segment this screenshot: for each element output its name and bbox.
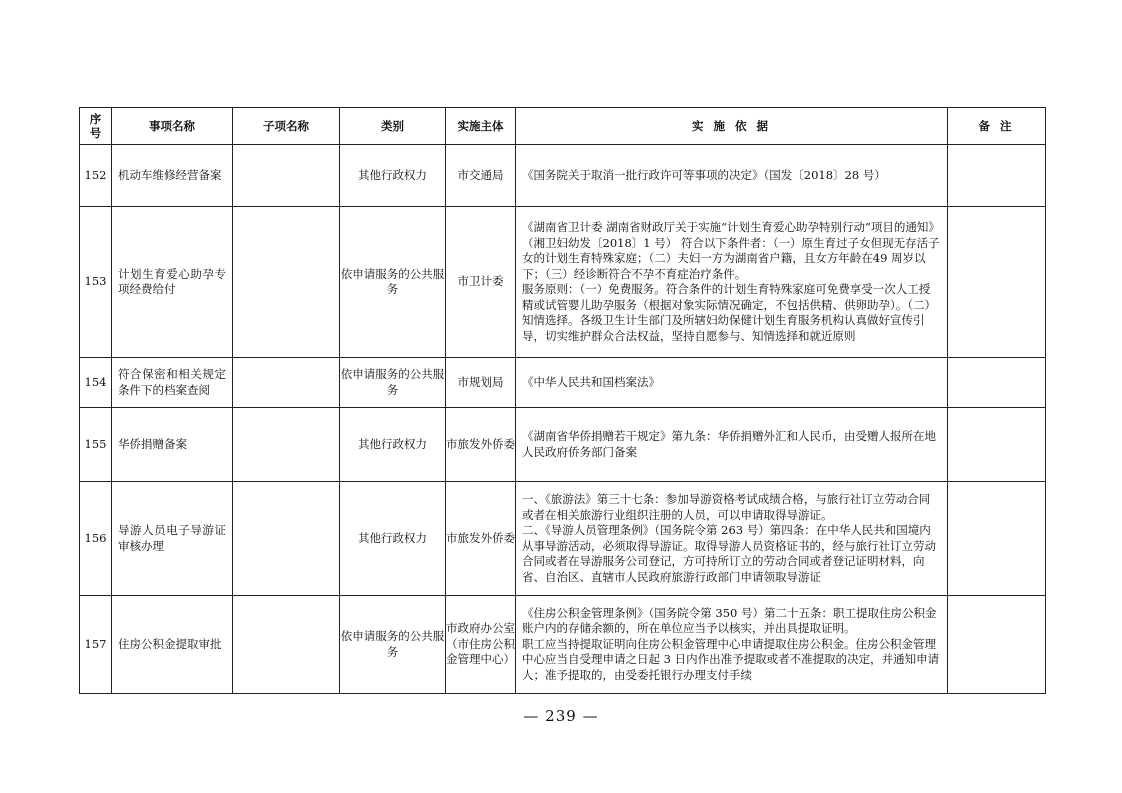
cell-basis: 《中华人民共和国档案法》 bbox=[522, 374, 660, 389]
cell-category: 依申请服务的公共服务 bbox=[340, 207, 446, 358]
cell-sub-item bbox=[233, 596, 340, 694]
header-basis: 实 施 依 据 bbox=[516, 108, 948, 145]
cell-item-name: 导游人员电子导游证审核办理 bbox=[112, 482, 233, 596]
cell-agency: 市政府办公室（市住房公积金管理中心） bbox=[446, 596, 516, 694]
cell-basis: 《湖南省卫计委 湖南省财政厅关于实施“计划生育爱心助孕特别行动”项目的通知》（湘卫妇幼发〔2018〕1 号） 符合以下条件者：（一）原生育过子女但现无存活子女的计划生育特殊家庭；（二）夫妇一方为湖南省户籍，且女方年龄在49 周岁以下；（三）经诊断符合不孕不育症治疗条件。 服务原则：（一）免费服务。符合条件的计划生育特殊家庭可免费享受一次人工授精或试管婴儿助孕服务（根据对象实际情况确定，不包括供精、供卵助孕）。（二）知情选择。各级卫生计生部门及所辖妇幼保健计划生育服务机构认真做好宣传引导，切实维护群众合法权益，坚持自愿参与、知情选择和就近原则 bbox=[522, 220, 940, 343]
cell-seq: 155 bbox=[80, 408, 112, 482]
cell-category: 依申请服务的公共服务 bbox=[340, 596, 446, 694]
cell-item-name: 华侨捐赠备案 bbox=[112, 408, 233, 482]
cell-basis: 一、《旅游法》第三十七条：参加导游资格考试成绩合格，与旅行社订立劳动合同或者在相关旅游行业组织注册的人员，可以申请取得导游证。 二、《导游人员管理条例》（国务院令第 263 号）第四条：在中华人民共和国境内从事导游活动，必须取得导游证。取得导游人员资格证书的，经与旅行社订立劳动合同或者在导游服务公司登记，方可持所订立的劳动合同或者登记证明材料，向省、自治区、直辖市人民政府旅游行政部门申请领取导游证 bbox=[522, 492, 936, 584]
table-row bbox=[80, 358, 1046, 408]
cell-agency: 市交通局 bbox=[446, 145, 516, 207]
cell-remarks bbox=[948, 596, 1046, 694]
cell-item-name: 住房公积金提取审批 bbox=[112, 596, 233, 694]
cell-basis-wrap bbox=[516, 358, 948, 408]
cell-category: 其他行政权力 bbox=[340, 408, 446, 482]
cell-basis-wrap bbox=[516, 207, 948, 358]
cell-category: 依申请服务的公共服务 bbox=[340, 358, 446, 408]
cell-basis: 《国务院关于取消一批行政许可等事项的决定》（国发〔2018〕28 号） bbox=[522, 167, 886, 182]
cell-agency: 市旅发外侨委 bbox=[446, 408, 516, 482]
cell-remarks bbox=[948, 207, 1046, 358]
cell-sub-item bbox=[233, 482, 340, 596]
page-number: — 239 — bbox=[523, 707, 599, 725]
cell-basis-wrap bbox=[516, 408, 948, 482]
cell-sub-item bbox=[233, 408, 340, 482]
cell-basis-wrap bbox=[516, 596, 948, 694]
cell-seq: 154 bbox=[80, 358, 112, 408]
header-sub-item: 子项名称 bbox=[233, 108, 340, 145]
cell-remarks bbox=[948, 145, 1046, 207]
cell-seq: 152 bbox=[80, 145, 112, 207]
header-remarks: 备 注 bbox=[948, 108, 1046, 145]
cell-sub-item bbox=[233, 358, 340, 408]
cell-agency: 市旅发外侨委 bbox=[446, 482, 516, 596]
cell-basis: 《湖南省华侨捐赠若干规定》第九条：华侨捐赠外汇和人民币，由受赠人报所在地人民政府侨务部门备案 bbox=[522, 429, 936, 459]
cell-category: 其他行政权力 bbox=[340, 482, 446, 596]
cell-category: 其他行政权力 bbox=[340, 145, 446, 207]
cell-basis-wrap bbox=[516, 145, 948, 207]
cell-seq: 153 bbox=[80, 207, 112, 358]
cell-agency: 市规划局 bbox=[446, 358, 516, 408]
cell-item-name: 符合保密和相关规定条件下的档案查阅 bbox=[112, 358, 233, 408]
cell-item-name: 计划生育爱心助孕专项经费给付 bbox=[112, 207, 233, 358]
table-row bbox=[80, 482, 1046, 596]
header-row bbox=[80, 108, 1046, 145]
items-table bbox=[79, 107, 1046, 694]
cell-basis-wrap bbox=[516, 482, 948, 596]
cell-remarks bbox=[948, 482, 1046, 596]
cell-sub-item bbox=[233, 145, 340, 207]
table-row bbox=[80, 207, 1046, 358]
cell-seq: 156 bbox=[80, 482, 112, 596]
table-row bbox=[80, 145, 1046, 207]
cell-item-name: 机动车维修经营备案 bbox=[112, 145, 233, 207]
header-item-name: 事项名称 bbox=[112, 108, 233, 145]
cell-seq: 157 bbox=[80, 596, 112, 694]
header-seq: 序号 bbox=[80, 108, 112, 145]
table-row bbox=[80, 596, 1046, 694]
cell-sub-item bbox=[233, 207, 340, 358]
header-category: 类别 bbox=[340, 108, 446, 145]
cell-basis: 《住房公积金管理条例》（国务院令第 350 号）第二十五条：职工提取住房公积金账户内的存储余额的，所在单位应当予以核实，并出具提取证明。 职工应当持提取证明向住房公积金管理中心申请提取住房公积金。住房公积金管理中心应当自受理申请之日起 3 日内作出准予提取或者不准提取的决定，并通知申请人；准予提取的，由受委托银行办理支付手续 bbox=[522, 605, 940, 682]
cell-agency: 市卫计委 bbox=[446, 207, 516, 358]
cell-remarks bbox=[948, 408, 1046, 482]
cell-remarks bbox=[948, 358, 1046, 408]
table-row bbox=[80, 408, 1046, 482]
header-agency: 实施主体 bbox=[446, 108, 516, 145]
